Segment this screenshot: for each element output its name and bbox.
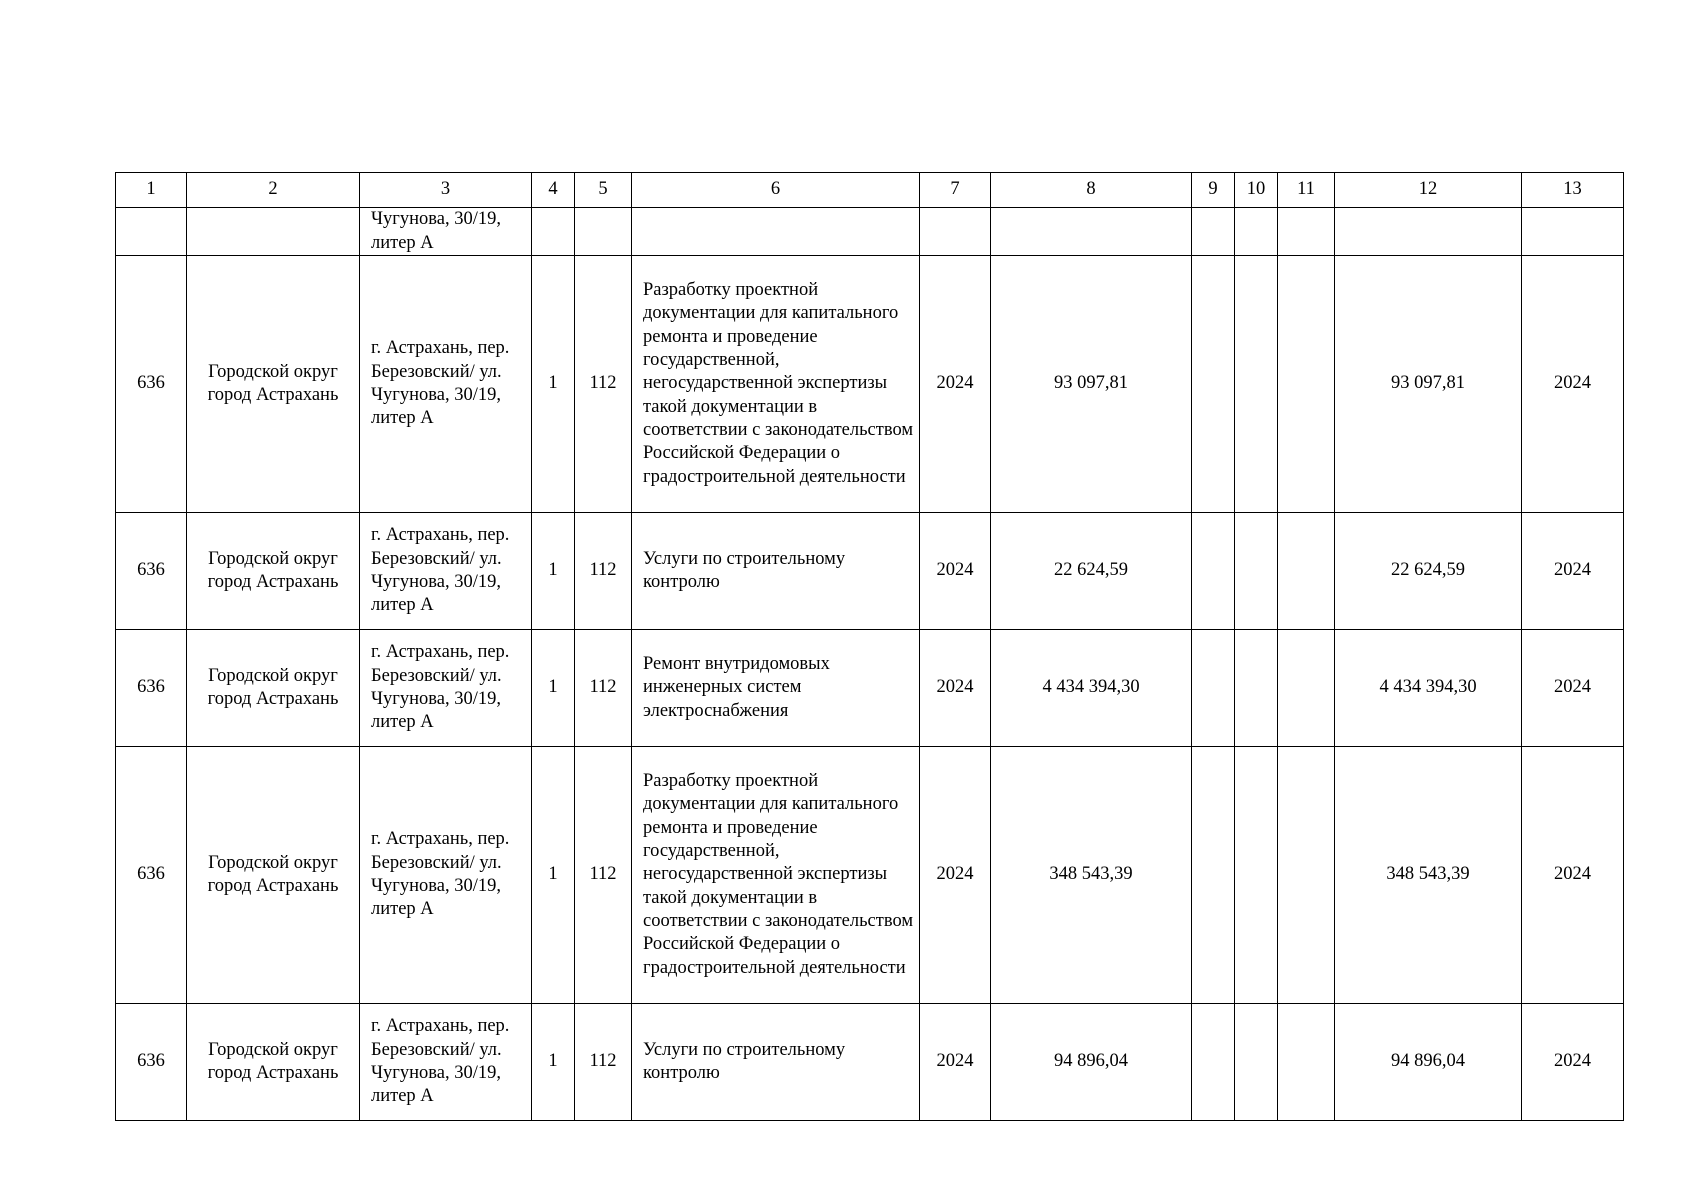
address-cell: г. Астрахань, пер. Березовский/ ул. Чугунова, 30/19, литер А — [360, 256, 532, 513]
table-cell: 112 — [575, 256, 632, 513]
address-cell: Чугунова, 30/19, литер А — [360, 208, 532, 256]
total-cost-cell: 348 543,39 — [991, 747, 1192, 1004]
row-number-cell: 636 — [116, 256, 187, 513]
total-cost-cell: 4 434 394,30 — [991, 630, 1192, 747]
table-row — [116, 513, 1624, 630]
municipality-cell: Городской округ город Астрахань — [187, 513, 360, 630]
column-header: 2 — [187, 173, 360, 208]
table-cell — [1278, 256, 1335, 513]
table-cell — [1235, 208, 1278, 256]
column-header: 7 — [920, 173, 991, 208]
work-type-cell: Услуги по строительному контролю — [632, 513, 920, 630]
table-cell — [1192, 747, 1235, 1004]
table-row — [116, 1004, 1624, 1121]
table-cell: 1 — [532, 513, 575, 630]
table-cell — [1235, 630, 1278, 747]
address-cell: г. Астрахань, пер. Березовский/ ул. Чугунова, 30/19, литер А — [360, 513, 532, 630]
column-header: 1 — [116, 173, 187, 208]
table-cell: 112 — [575, 630, 632, 747]
municipality-cell: Городской округ город Астрахань — [187, 747, 360, 1004]
table-cell: 1 — [532, 747, 575, 1004]
table-cell: 112 — [575, 747, 632, 1004]
total-cost-cell: 93 097,81 — [991, 256, 1192, 513]
year-cell: 2024 — [1522, 1004, 1624, 1121]
table-cell — [1278, 747, 1335, 1004]
table-cell — [991, 208, 1192, 256]
table-cell — [1192, 1004, 1235, 1121]
column-header: 6 — [632, 173, 920, 208]
table-cell — [1235, 747, 1278, 1004]
column-header: 9 — [1192, 173, 1235, 208]
continuation-row — [116, 208, 1624, 256]
column-header: 8 — [991, 173, 1192, 208]
table-cell — [1522, 208, 1624, 256]
municipality-cell: Городской округ город Астрахань — [187, 1004, 360, 1121]
cost-cell: 4 434 394,30 — [1335, 630, 1522, 747]
total-cost-cell: 94 896,04 — [991, 1004, 1192, 1121]
row-number-cell: 636 — [116, 630, 187, 747]
table-cell — [1235, 513, 1278, 630]
table-row — [116, 256, 1624, 513]
year-cell: 2024 — [1522, 513, 1624, 630]
table-cell: 112 — [575, 1004, 632, 1121]
column-header: 10 — [1235, 173, 1278, 208]
column-header: 5 — [575, 173, 632, 208]
table-cell — [187, 208, 360, 256]
year-cell: 2024 — [1522, 630, 1624, 747]
row-number-cell: 636 — [116, 747, 187, 1004]
table-cell: 1 — [532, 1004, 575, 1121]
row-number-cell: 636 — [116, 513, 187, 630]
work-type-cell: Разработку проектной документации для капитального ремонта и проведение государственной, негосударственной экспертизы такой документации в соответствии с законодательством Российской Федерации о градостроительной деятельности — [632, 256, 920, 513]
cost-cell: 93 097,81 — [1335, 256, 1522, 513]
table-cell — [575, 208, 632, 256]
table-cell — [1278, 630, 1335, 747]
municipality-cell: Городской округ город Астрахань — [187, 630, 360, 747]
column-header: 4 — [532, 173, 575, 208]
year-cell: 2024 — [920, 1004, 991, 1121]
table-cell — [1278, 1004, 1335, 1121]
address-cell: г. Астрахань, пер. Березовский/ ул. Чугунова, 30/19, литер А — [360, 630, 532, 747]
table-cell — [1235, 256, 1278, 513]
column-header: 13 — [1522, 173, 1624, 208]
work-type-cell: Ремонт внутридомовых инженерных систем электроснабжения — [632, 630, 920, 747]
column-header: 11 — [1278, 173, 1335, 208]
municipality-cell: Городской округ город Астрахань — [187, 256, 360, 513]
table-cell — [1192, 256, 1235, 513]
year-cell: 2024 — [920, 256, 991, 513]
repair-program-table — [115, 172, 1624, 1121]
table-cell: 112 — [575, 513, 632, 630]
table-cell: 1 — [532, 256, 575, 513]
table-cell: 1 — [532, 630, 575, 747]
total-cost-cell: 22 624,59 — [991, 513, 1192, 630]
address-cell: г. Астрахань, пер. Березовский/ ул. Чугунова, 30/19, литер А — [360, 1004, 532, 1121]
table-row — [116, 747, 1624, 1004]
cost-cell: 22 624,59 — [1335, 513, 1522, 630]
column-header: 12 — [1335, 173, 1522, 208]
year-cell: 2024 — [920, 747, 991, 1004]
column-number-header-row — [116, 173, 1624, 208]
table-row — [116, 630, 1624, 747]
table-cell — [632, 208, 920, 256]
year-cell: 2024 — [920, 630, 991, 747]
table-cell — [1192, 630, 1235, 747]
table-cell — [116, 208, 187, 256]
year-cell: 2024 — [1522, 747, 1624, 1004]
table-cell — [1192, 513, 1235, 630]
year-cell: 2024 — [920, 513, 991, 630]
column-header: 3 — [360, 173, 532, 208]
table-cell — [920, 208, 991, 256]
address-cell: г. Астрахань, пер. Березовский/ ул. Чугунова, 30/19, литер А — [360, 747, 532, 1004]
year-cell: 2024 — [1522, 256, 1624, 513]
work-type-cell: Разработку проектной документации для капитального ремонта и проведение государственной, негосударственной экспертизы такой документации в соответствии с законодательством Российской Федерации о градостроительной деятельности — [632, 747, 920, 1004]
cost-cell: 94 896,04 — [1335, 1004, 1522, 1121]
table-cell — [1278, 513, 1335, 630]
table-cell — [1278, 208, 1335, 256]
table-cell — [532, 208, 575, 256]
table-cell — [1335, 208, 1522, 256]
table-cell — [1235, 1004, 1278, 1121]
cost-cell: 348 543,39 — [1335, 747, 1522, 1004]
table-cell — [1192, 208, 1235, 256]
row-number-cell: 636 — [116, 1004, 187, 1121]
work-type-cell: Услуги по строительному контролю — [632, 1004, 920, 1121]
